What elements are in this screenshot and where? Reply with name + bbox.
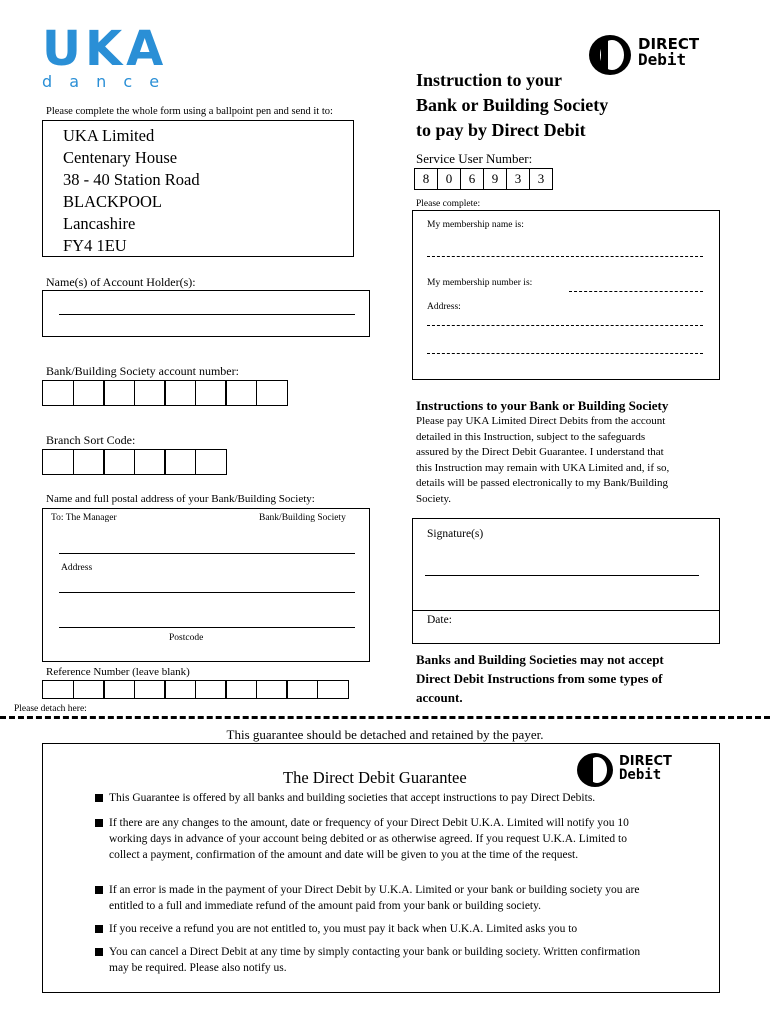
instructions-line: assured by the Direct Debit Guarantee. I understand that <box>416 446 664 458</box>
signature-date-box <box>412 518 720 644</box>
account-number-cells[interactable] <box>42 380 288 406</box>
reference-cell <box>73 680 105 699</box>
instructions-heading: Instructions to your Bank or Building Society <box>416 398 669 413</box>
to-manager-label: To: The Manager <box>51 513 117 523</box>
postcode-label: Postcode <box>169 633 204 643</box>
membership-address-line1[interactable] <box>427 325 703 326</box>
sort-code-cell[interactable] <box>134 449 166 475</box>
top-instruction: Please complete the whole form using a ballpoint pen and send it to: <box>46 106 333 117</box>
signature-date-divider <box>413 610 719 611</box>
service-user-number <box>414 168 553 190</box>
account-number-cell[interactable] <box>73 380 105 406</box>
detach-label: Please detach here: <box>14 704 87 714</box>
sort-code-cell[interactable] <box>73 449 105 475</box>
sort-code-label: Branch Sort Code: <box>46 433 136 447</box>
direct-debit-word2: Debit <box>619 767 662 783</box>
guarantee-line: If there are any changes to the amount, date or frequency of your Direct Debit U.K.A. Limited will notify you 10 <box>109 817 629 829</box>
reference-cell <box>286 680 318 699</box>
address-line: BLACKPOOL <box>63 192 163 211</box>
reference-cell <box>134 680 166 699</box>
account-number-cell[interactable] <box>42 380 74 406</box>
service-user-digit: 3 <box>506 168 530 190</box>
uka-logo-letters: UKA <box>42 21 168 77</box>
guarantee-bullet <box>95 944 695 976</box>
sort-code-cells[interactable] <box>42 449 227 475</box>
address-line: 38 - 40 Station Road <box>63 170 200 189</box>
account-holder-field[interactable] <box>42 290 370 337</box>
bank-address-line1[interactable] <box>59 592 355 593</box>
instructions-line: detailed in this Instruction, subject to the safeguards <box>416 430 646 443</box>
service-user-digit: 3 <box>529 168 553 190</box>
service-user-label: Service User Number: <box>416 151 533 166</box>
sort-code-cell[interactable] <box>103 449 135 475</box>
service-user-digit: 9 <box>483 168 507 190</box>
address-line: Lancashire <box>63 214 136 233</box>
guarantee-line: If you receive a refund you are not entitled to, you must pay it back when U.K.A. Limited asks you to <box>109 923 578 935</box>
account-holder-line <box>59 314 355 315</box>
reference-label: Reference Number (leave blank) <box>46 666 190 678</box>
bank-address-line2[interactable] <box>59 627 355 628</box>
banks-note-line: account. <box>416 690 463 705</box>
banks-note <box>416 650 664 707</box>
guarantee-line: If an error is made in the payment of your Direct Debit by U.K.A. Limited or your bank or building society you are <box>109 884 640 896</box>
membership-name-field[interactable] <box>427 256 703 257</box>
guarantee-bullet <box>95 921 695 937</box>
bank-society-label: Bank/Building Society <box>259 513 346 523</box>
account-number-cell[interactable] <box>164 380 196 406</box>
guarantee-title: The Direct Debit Guarantee <box>283 768 467 787</box>
account-number-cell[interactable] <box>225 380 257 406</box>
instructions-text <box>416 414 669 507</box>
form-title-line2: Bank or Building Society <box>416 95 609 115</box>
uka-logo-subtitle: d a n c e <box>42 72 166 91</box>
direct-debit-logo-guarantee <box>576 751 706 789</box>
guarantee-line: You can cancel a Direct Debit at any time by simply contacting your bank or building society. Written confirmation <box>109 946 641 958</box>
membership-number-label: My membership number is: <box>427 278 533 288</box>
sort-code-cell[interactable] <box>195 449 227 475</box>
reference-cell <box>317 680 349 699</box>
sort-code-cell[interactable] <box>42 449 74 475</box>
form-title-line1: Instruction to your <box>416 70 563 90</box>
membership-box <box>412 210 720 380</box>
service-user-digit: 6 <box>460 168 484 190</box>
reference-cell <box>225 680 257 699</box>
guarantee-line: working days in advance of your account being debited or as otherwise agreed. If you request U.K.A. Limited to <box>109 833 627 845</box>
account-number-cell[interactable] <box>103 380 135 406</box>
guarantee-note: This guarantee should be detached and retained by the payer. <box>226 727 544 742</box>
direct-debit-word2: Debit <box>638 50 687 69</box>
bank-address-label: Name and full postal address of your Bank/Building Society: <box>46 493 315 505</box>
guarantee-line: may be required. Please also notify us. <box>109 962 287 974</box>
account-number-cell[interactable] <box>134 380 166 406</box>
address-line: UKA Limited <box>63 126 155 145</box>
guarantee-bullet <box>95 790 695 806</box>
instructions-line: this Instruction may remain with UKA Limited and, if so, <box>416 461 670 474</box>
bank-address-box <box>42 508 370 662</box>
reference-cell <box>103 680 135 699</box>
sort-code-cell[interactable] <box>164 449 196 475</box>
guarantee-line: entitled to a full and immediate refund of the amount paid from your bank or building society. <box>109 900 541 912</box>
reference-cells <box>42 680 349 699</box>
guarantee-line: collect a payment, confirmation of the amount and date will be given to you at the time of the request. <box>109 849 579 861</box>
guarantee-line: This Guarantee is offered by all banks and building societies that accept instructions to pay Direct Debits. <box>109 792 596 804</box>
bank-name-line[interactable] <box>59 553 355 554</box>
bullet-square-icon <box>95 925 103 933</box>
account-number-cell[interactable] <box>195 380 227 406</box>
uka-logo <box>42 21 202 91</box>
form-title <box>416 68 608 143</box>
address-block <box>42 120 354 257</box>
bullet-square-icon <box>95 948 103 956</box>
instructions-line: Please pay UKA Limited Direct Debits from the account <box>416 415 666 427</box>
instructions-line: details will be passed electronically to my Bank/Building <box>416 477 669 489</box>
direct-debit-logo <box>588 33 738 77</box>
membership-address-label: Address: <box>427 302 461 312</box>
reference-cell <box>164 680 196 699</box>
reference-cell <box>42 680 74 699</box>
guarantee-bullet <box>95 815 695 863</box>
direct-debit-word1: DIRECT <box>638 35 700 53</box>
detach-line <box>0 716 770 719</box>
date-label: Date: <box>427 614 452 626</box>
reference-cell <box>256 680 288 699</box>
address-line: Centenary House <box>63 148 178 167</box>
account-number-cell[interactable] <box>256 380 288 406</box>
membership-name-label: My membership name is: <box>427 220 524 230</box>
bullet-square-icon <box>95 794 103 802</box>
membership-number-field[interactable] <box>569 291 703 292</box>
bullet-square-icon <box>95 819 103 827</box>
form-title-line3: to pay by Direct Debit <box>416 120 586 140</box>
service-user-digit: 8 <box>414 168 438 190</box>
address-line: FY4 1EU <box>63 236 127 255</box>
service-user-digit: 0 <box>437 168 461 190</box>
membership-address-line2[interactable] <box>427 353 703 354</box>
please-complete-label: Please complete: <box>416 199 481 209</box>
banks-note-line: Banks and Building Societies may not accept <box>416 652 664 667</box>
signature-field[interactable] <box>425 575 699 576</box>
instructions-line: Society. <box>416 492 452 505</box>
reference-cell <box>195 680 227 699</box>
address-label: Address <box>61 563 93 573</box>
account-holder-label: Name(s) of Account Holder(s): <box>46 275 196 289</box>
signature-label: Signature(s) <box>427 528 484 540</box>
guarantee-bullet <box>95 882 695 914</box>
banks-note-line: Direct Debit Instructions from some types of <box>416 671 663 686</box>
account-number-label: Bank/Building Society account number: <box>46 364 239 378</box>
bullet-square-icon <box>95 886 103 894</box>
direct-debit-word1: DIRECT <box>619 754 672 769</box>
